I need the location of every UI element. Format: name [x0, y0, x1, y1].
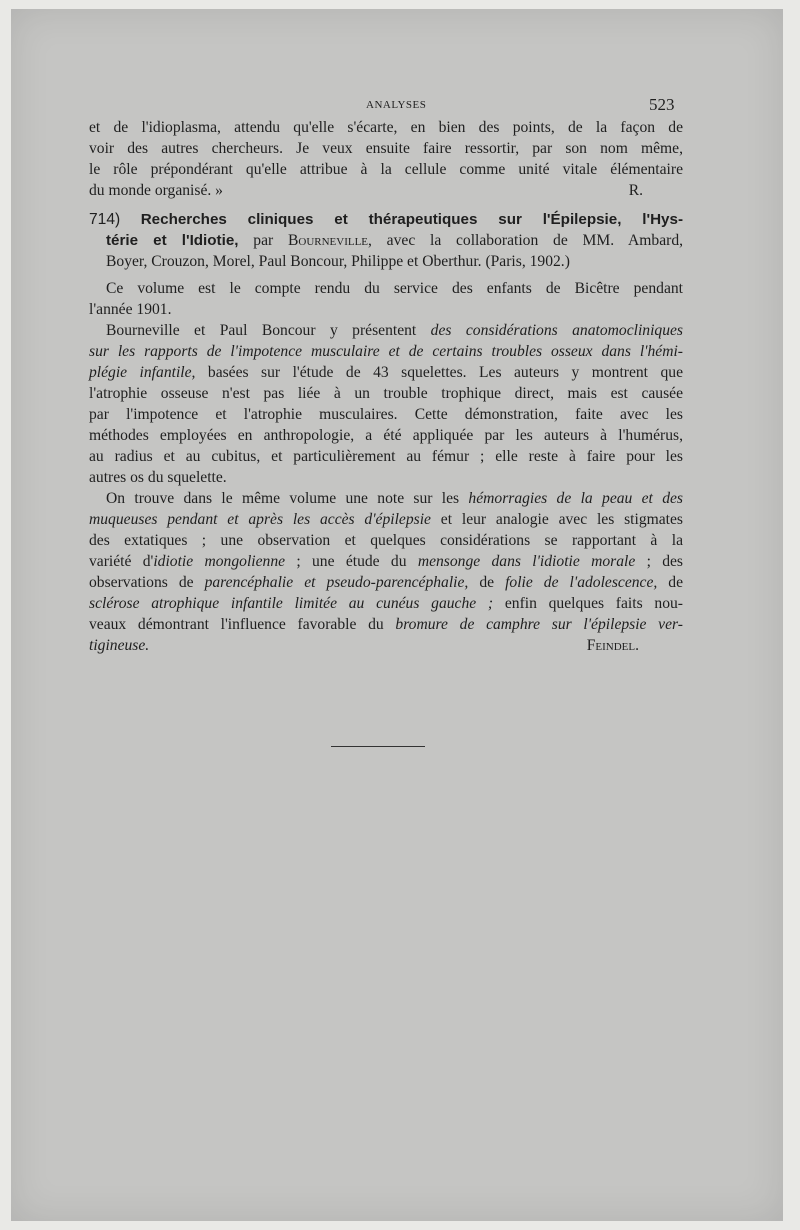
text-line: par l'impotence et l'atrophie musculaires. Cette démonstration, faite avec les: [89, 406, 683, 423]
italic-run: hémorragies de la peau et des: [468, 490, 683, 507]
text-line: autres os du squelette.: [89, 469, 227, 486]
italic-run: mensonge dans l'idiotie morale: [417, 553, 636, 570]
text-line: [89, 341, 683, 362]
entry-title-line: [89, 230, 683, 251]
text-run: ; une étude du: [285, 553, 418, 570]
text-line: [89, 320, 683, 341]
italic-run: idiotie mongolienne: [153, 553, 286, 570]
paragraph: [89, 320, 683, 488]
author: Bourneville: [287, 232, 369, 249]
entry-title-line: [89, 209, 683, 230]
text-line: [89, 180, 683, 201]
section-end-rule: [331, 746, 425, 747]
collaborators-line: Boyer, Crouzon, Morel, Paul Boncour, Philippe et Oberthur. (Paris, 1902.): [106, 253, 570, 270]
text-line: et de l'idioplasma, attendu qu'elle s'écarte, en bien des points, de la façon de: [89, 119, 683, 136]
text-run: basées sur l'étude de 43 squelettes. Les auteurs y montrent que: [195, 364, 683, 381]
page-number: 523: [649, 95, 675, 114]
text-run: de: [657, 574, 684, 591]
by-word: par: [253, 232, 274, 249]
entry-number: 714): [89, 211, 121, 228]
text-line: l'année 1901.: [89, 301, 172, 318]
text-run: de: [468, 574, 506, 591]
text-line: [89, 614, 683, 635]
text-run: Bourneville et Paul Boncour y présentent: [106, 322, 431, 339]
text-line: voir des autres chercheurs. Je veux ensuite faire ressortir, par son nom même,: [89, 140, 683, 157]
text-line: [89, 509, 683, 530]
text-run: enfin quelques faits nou-: [493, 595, 683, 612]
entry-heading: [89, 209, 683, 272]
text-run: observations de: [89, 574, 205, 591]
text-line: [89, 572, 683, 593]
signature: R.: [628, 182, 643, 199]
text-run: ; des: [635, 553, 684, 570]
text-line: des extatiques ; une observation et quelques considérations se rapportant à la: [89, 532, 683, 549]
text-line: l'atrophie osseuse n'est pas liée à un trouble trophique direct, mais est causée: [89, 385, 683, 402]
running-head: ANALYSES: [366, 99, 427, 111]
entry-title-end: térie et l'Idiotie,: [106, 232, 239, 249]
text-line: le rôle prépondérant qu'elle attribue à la cellule comme unité vitale élémentaire: [89, 161, 683, 178]
text-run: et leur analogie avec les stigmates: [430, 511, 683, 528]
body-text: [89, 117, 683, 656]
text-line: Ce volume est le compte rendu du service des enfants de Bicêtre pendant: [106, 280, 683, 297]
text-line: [89, 362, 683, 383]
paragraph: [89, 488, 683, 656]
text-line-end: du monde organisé. »: [89, 182, 223, 199]
italic-run: des considérations anatomocliniques: [430, 322, 683, 339]
paragraph: [89, 278, 683, 320]
italic-run: bromure de camphre sur l'épilepsie ver-: [395, 616, 683, 633]
text-line: méthodes employées en anthropologie, a été appliquée par les auteurs à l'humérus,: [89, 427, 683, 444]
italic-run: sclérose atrophique infantile limitée au cunéus gauche ;: [89, 595, 494, 612]
page-header: [11, 97, 783, 119]
signature: Feindel.: [586, 637, 639, 654]
collaborators: , avec la collaboration de MM. Ambard,: [368, 232, 684, 249]
italic-run: parencéphalie et pseudo-parencéphalie,: [204, 574, 469, 591]
text-run: variété d': [89, 553, 154, 570]
italic-run: plégie infantile,: [89, 364, 196, 381]
text-line: au radius et au cubitus, et particulièrement au fémur ; elle reste à faire pour les: [89, 448, 683, 465]
text-run: veaux démontrant l'influence favorable du: [89, 616, 396, 633]
text-line: [89, 488, 683, 509]
text-line: [89, 593, 683, 614]
italic-run: folie de l'adolescence,: [505, 574, 658, 591]
italic-run: sur les rapports de l'impotence musculaire et de certains troubles osseux dans l'hémi-: [89, 343, 683, 360]
italic-run: muqueuses pendant et après les accès d'épilepsie: [89, 511, 431, 528]
entry-title: Recherches cliniques et thérapeutiques sur l'Épilepsie, l'Hys-: [140, 211, 683, 228]
text-line: [89, 551, 683, 572]
italic-run: tigineuse.: [89, 637, 150, 654]
text-run: On trouve dans le même volume une note sur les: [106, 490, 469, 507]
text-line: [89, 635, 683, 656]
